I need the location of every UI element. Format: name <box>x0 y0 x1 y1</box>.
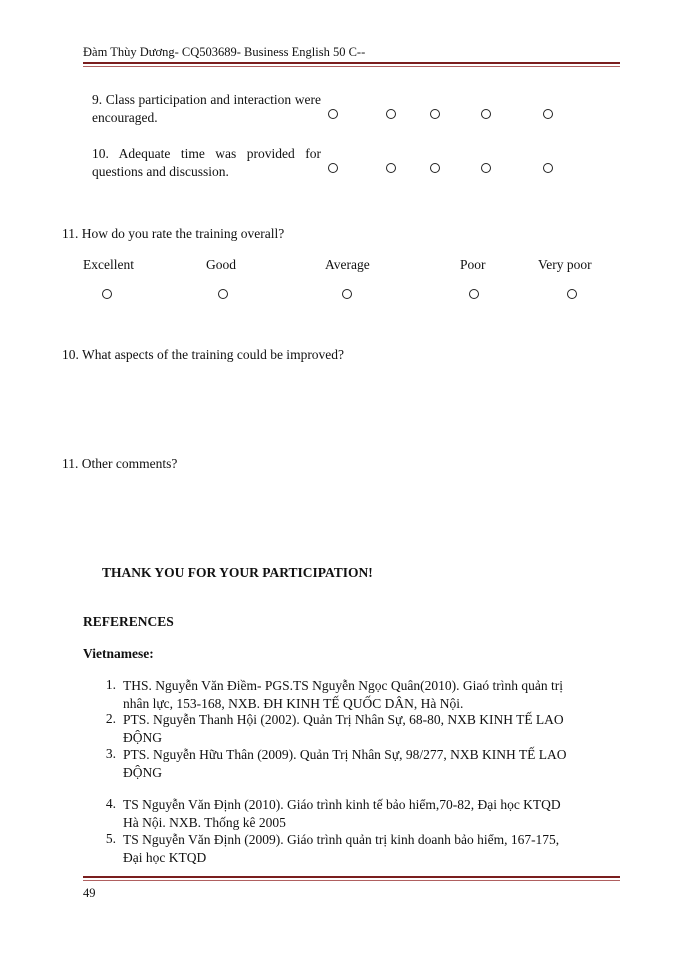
q10-radio-1[interactable] <box>328 163 338 173</box>
reference-5-line-2: Đại học KTQD <box>123 850 207 865</box>
reference-5-line-1: TS Nguyễn Văn Định (2009). Giáo trình quản trị kinh doanh bảo hiểm, 167-175, <box>123 832 560 847</box>
overall-radio-good[interactable] <box>218 289 228 299</box>
reference-2-line-2: ĐỘNG <box>123 730 162 745</box>
question-10-label: 10. Adequate time was provided for questions and discussion. <box>92 146 321 179</box>
page-number: 49 <box>83 886 96 900</box>
reference-4 <box>123 796 620 832</box>
reference-4-line-1: TS Nguyễn Văn Định (2010). Giáo trình kinh tế bảo hiểm,70-82, Đại học KTQD <box>123 797 561 812</box>
option-label-poor: Poor <box>460 257 486 272</box>
comments-question: 11. Other comments? <box>62 456 178 471</box>
page-header: Đàm Thùy Dương- CQ503689- Business English 50 C-- <box>83 45 366 59</box>
q10-radio-2[interactable] <box>386 163 396 173</box>
q9-radio-4[interactable] <box>481 109 491 119</box>
reference-5 <box>123 831 620 867</box>
overall-radio-average[interactable] <box>342 289 352 299</box>
reference-1-number: 1. <box>105 677 116 692</box>
q9-radio-2[interactable] <box>386 109 396 119</box>
thank-you-note: THANK YOU FOR YOUR PARTICIPATION! <box>102 565 373 580</box>
q9-radio-5[interactable] <box>543 109 553 119</box>
reference-1 <box>123 677 620 713</box>
improve-question: 10. What aspects of the training could be improved? <box>62 347 345 362</box>
reference-1-line-2: nhân lực, 153-168, NXB. ĐH KINH TẾ QUỐC DÂN, Hà Nội. <box>123 696 464 711</box>
option-label-average: Average <box>325 257 370 272</box>
header-rule-thin <box>83 66 620 67</box>
q9-radio-3[interactable] <box>430 109 440 119</box>
reference-2-number: 2. <box>105 711 116 726</box>
header-rule <box>83 62 620 64</box>
reference-4-line-2: Hà Nội. NXB. Thống kê 2005 <box>123 815 286 830</box>
overall-radio-excellent[interactable] <box>102 289 112 299</box>
footer-rule-thin <box>83 880 620 881</box>
option-label-very-poor: Very poor <box>538 257 592 272</box>
reference-5-number: 5. <box>105 831 116 846</box>
overall-radio-very-poor[interactable] <box>567 289 577 299</box>
question-9-label: 9. Class participation and interaction were encouraged. <box>92 92 321 125</box>
q10-radio-5[interactable] <box>543 163 553 173</box>
q10-radio-3[interactable] <box>430 163 440 173</box>
references-subtitle: Vietnamese: <box>83 646 154 661</box>
reference-4-number: 4. <box>105 796 116 811</box>
option-label-excellent: Excellent <box>83 257 134 272</box>
q9-radio-1[interactable] <box>328 109 338 119</box>
reference-3-number: 3. <box>105 746 116 761</box>
overall-question: 11. How do you rate the training overall? <box>62 226 285 241</box>
q10-radio-4[interactable] <box>481 163 491 173</box>
reference-1-line-1: THS. Nguyễn Văn Điềm- PGS.TS Nguyễn Ngọc Quân(2010). Giaó trình quản trị <box>123 678 563 693</box>
references-title: REFERENCES <box>83 614 174 629</box>
reference-3-line-1: PTS. Nguyễn Hữu Thân (2009). Quản Trị Nhân Sự, 98/277, NXB KINH TẾ LAO <box>123 747 567 762</box>
reference-2-line-1: PTS. Nguyễn Thanh Hội (2002). Quản Trị Nhân Sự, 68-80, NXB KINH TẾ LAO <box>123 712 564 727</box>
option-label-good: Good <box>206 257 236 272</box>
reference-3 <box>123 746 620 782</box>
overall-radio-poor[interactable] <box>469 289 479 299</box>
reference-2 <box>123 711 620 747</box>
footer-rule <box>83 876 620 878</box>
reference-3-line-2: ĐỘNG <box>123 765 162 780</box>
